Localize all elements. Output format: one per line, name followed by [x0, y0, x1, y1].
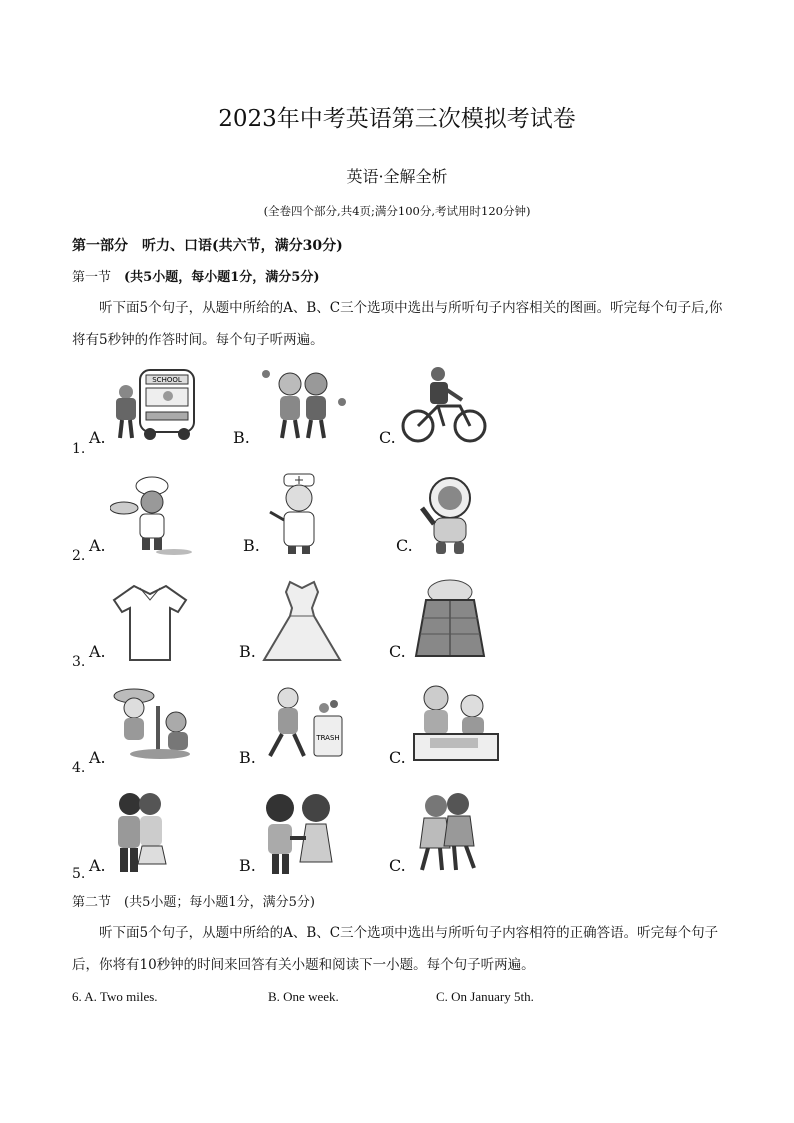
- puffer-jacket-image: [410, 578, 490, 666]
- q4-option-a: A.: [89, 748, 106, 767]
- q6-option-c: C. On January 5th.: [436, 989, 534, 1004]
- question-5-number: 5.: [72, 866, 86, 882]
- exam-note: (全卷四个部分,共4页;满分100分,考试用时120分钟): [263, 204, 531, 218]
- section1-heading: [72, 266, 319, 285]
- cyclist-image: [400, 364, 488, 450]
- q2-option-a: A.: [89, 536, 106, 555]
- doctor-image: [266, 472, 330, 560]
- section2-instructions: 听下面5个句子，从题中所给的A、B、C三个选项中选出与所听句子内容相符的正确答语。听完每个句子后，你将有10秒钟的时间来回答有关小题和阅读下一小题。每个句子听两遍。: [72, 925, 719, 973]
- school-sign-text: SCHOOL: [152, 376, 182, 384]
- q6-option-b: B. One week.: [268, 989, 339, 1004]
- trash-sign-text: TRASH: [316, 734, 340, 742]
- astronaut-image: [416, 474, 482, 562]
- planting-tree-image: [110, 686, 200, 766]
- q6-option-a: 6. A. Two miles.: [72, 989, 158, 1004]
- section1-label: 第一节: [72, 270, 112, 285]
- section1-detail: (共5小题，每小题1分，满分5分): [124, 270, 320, 285]
- q2-option-b: B.: [243, 536, 260, 555]
- section1-instructions: 听下面5个句子，从题中所给的A、B、C三个选项中选出与所听句子内容相关的图画。听完每个句子后,你将有5秒钟的作答时间。每个句子听两遍。: [72, 300, 723, 348]
- q5-option-a: A.: [89, 856, 106, 875]
- page-subtitle: 英语·全解全析: [346, 167, 448, 186]
- q4-option-c: C.: [389, 748, 406, 767]
- q3-option-c: C.: [389, 642, 406, 661]
- girls-hugging-image: [412, 790, 482, 880]
- polo-shirt-image: [110, 580, 190, 666]
- q1-option-a: A.: [89, 428, 106, 447]
- chef-image: [110, 474, 200, 560]
- school-bus-image: [108, 366, 198, 448]
- question-2-number: 2.: [72, 548, 86, 564]
- question-4-number: 4.: [72, 760, 86, 776]
- q3-option-b: B.: [239, 642, 256, 661]
- q1-option-b: B.: [233, 428, 250, 447]
- dress-image: [258, 578, 346, 668]
- part1-heading: 第一部分 听力、口语(共六节，满分30分): [72, 238, 343, 254]
- q4-option-b: B.: [239, 748, 256, 767]
- washing-dishes-image: [410, 684, 500, 770]
- q1-option-c: C.: [379, 428, 396, 447]
- page-title: 2023年中考英语第三次模拟考试卷: [218, 106, 576, 132]
- handshake-couple-image: [262, 788, 334, 880]
- question-1-number: 1.: [72, 441, 86, 457]
- children-walking-image: [258, 366, 350, 448]
- q3-option-a: A.: [89, 642, 106, 661]
- question-3-number: 3.: [72, 654, 86, 670]
- hugging-couple-image: [110, 790, 170, 880]
- q5-option-c: C.: [389, 856, 406, 875]
- throwing-trash-image: [262, 686, 352, 768]
- section2-heading: 第二节 (共5小题；每小题1分，满分5分): [72, 895, 315, 910]
- q2-option-c: C.: [396, 536, 413, 555]
- q5-option-b: B.: [239, 856, 256, 875]
